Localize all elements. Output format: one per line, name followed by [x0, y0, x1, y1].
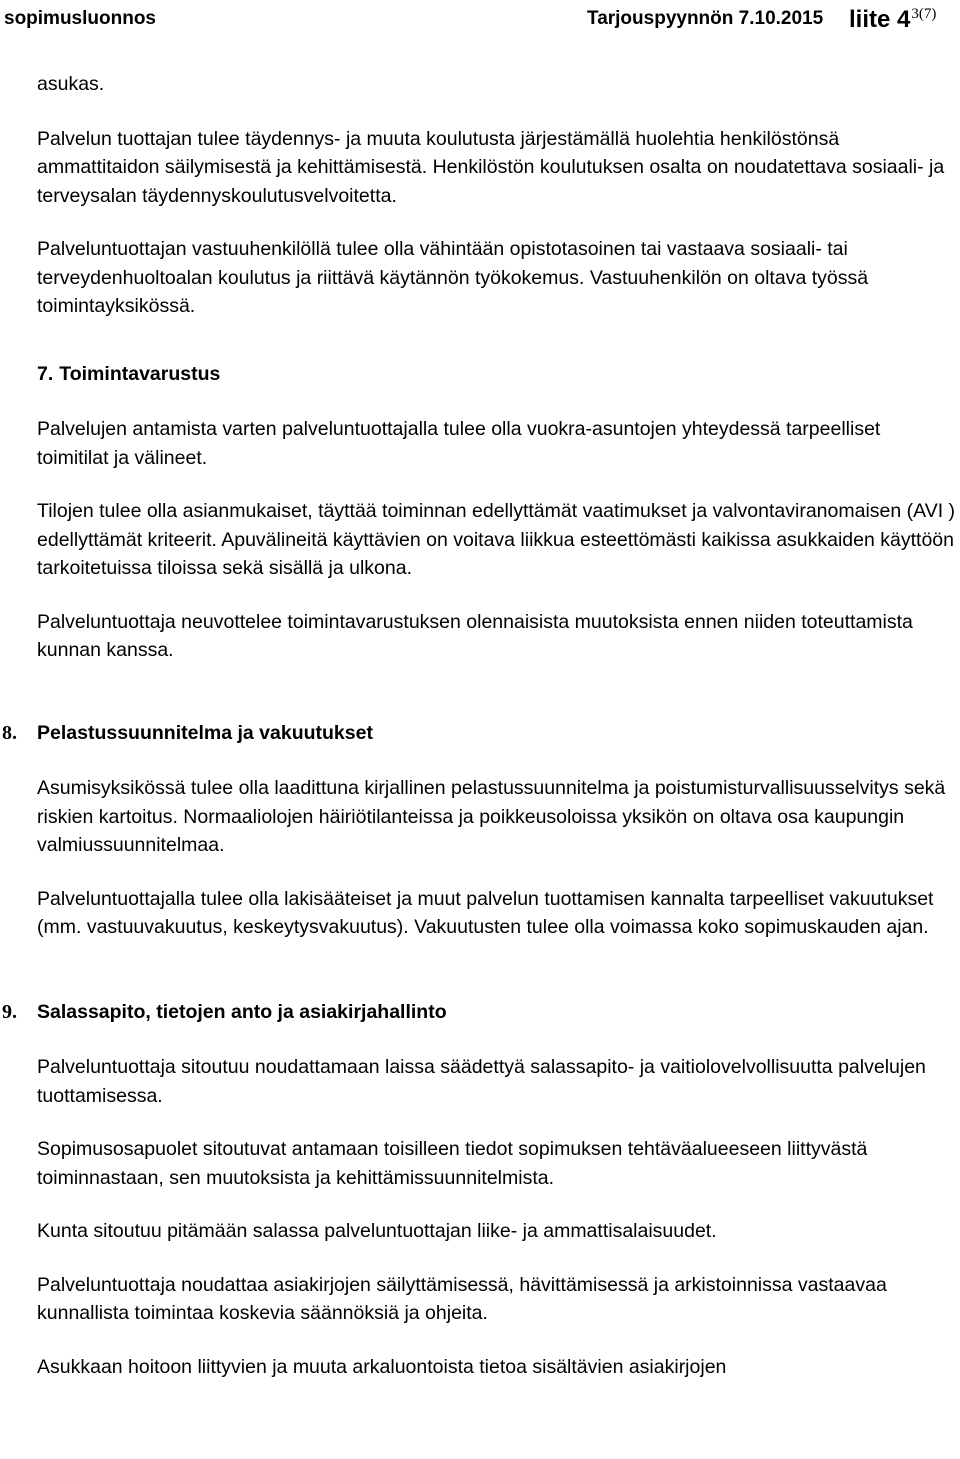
section-number-7: 7.: [37, 362, 54, 385]
section-title-9: Salassapito, tietojen anto ja asiakirjahallinto: [37, 1000, 447, 1023]
header-attachment-label: [849, 6, 936, 34]
document-body: [2, 70, 957, 1381]
section-heading-8: [2, 719, 957, 748]
header-tender-reference: Tarjouspyynnön 7.10.2015: [587, 8, 824, 29]
paragraph-trade-secrets: Kunta sitoutuu pitämään salassa palveluntuottajan liike- ja ammattisalaisuudet.: [37, 1220, 717, 1242]
paragraph-premises: Palvelujen antamista varten palveluntuottajalla tulee olla vuokra-asuntojen yhteydessä tarpeelliset toimitilat ja välineet.: [37, 418, 881, 469]
paragraph-responsible-person: Palveluntuottajan vastuuhenkilöllä tulee olla vähintään opistotasoinen tai vastaava sosiaali- tai terveydenhuoltoalan koulutus ja riittävä käytännön työkokemus. Vastuuhenkilön on oltava työssä toimintayksikössä.: [37, 238, 869, 317]
paragraph-equipment-changes: Palveluntuottaja neuvottelee toimintavarustuksen olennaisista muutoksista ennen niiden toteuttamista kunnan kanssa.: [37, 610, 913, 661]
paragraph-rescue-plan: Asumisyksikössä tulee olla laadittuna kirjallinen pelastussuunnitelma ja poistumisturvallisuusselvitys sekä riskien kartoitus. Normaaliolojen häiriötilanteissa ja poikkeusoloissa yksikön on oltava osa kaupungin valmiussuunnitelmaa.: [37, 777, 946, 856]
header-document-status: sopimusluonnos: [4, 8, 156, 29]
paragraph-archiving: Palveluntuottaja noudattaa asiakirjojen säilyttämisessä, hävittämisessä ja arkistoinnissa vastaavaa kunnallista toimintaa koskevia säännöksiä ja ohjeita.: [37, 1273, 887, 1324]
paragraph-staff-training: Palvelun tuottajan tulee täydennys- ja muuta koulutusta järjestämällä huolehtia henkilöstönsä ammattitaidon säilymisestä ja kehittämisestä. Henkilöstön koulutuksen osalta on noudatettava sosiaali- ja terveysalan täydennyskoulutusvelvoitetta.: [37, 127, 945, 207]
section-number-9: 9.: [2, 1000, 17, 1023]
header-attachment-text: liite 4: [849, 6, 911, 33]
section-title-8: Pelastussuunnitelma ja vakuutukset: [37, 721, 373, 744]
section-number-8: 8.: [2, 721, 17, 744]
paragraph-information-exchange: Sopimusosapuolet sitoutuvat antamaan toisilleen tiedot sopimuksen tehtäväalueeseen liittyvästä toiminnastaan, sen muutoksista ja kehittämissuunnitelmista.: [37, 1138, 868, 1189]
section-title-7: Toimintavarustus: [59, 362, 221, 385]
paragraph-sensitive-documents: Asukkaan hoitoon liittyvien ja muuta arkaluontoista tietoa sisältävien asiakirjojen: [37, 1355, 727, 1378]
section-heading-7: [37, 360, 957, 389]
section-heading-9: [2, 998, 957, 1027]
header-page-number: 3(7): [911, 6, 937, 22]
page-header: [4, 6, 956, 34]
paragraph-asukas: asukas.: [37, 73, 105, 95]
paragraph-insurance: Palveluntuottajalla tulee olla lakisääteiset ja muut palvelun tuottamisen kannalta tarpeelliset vakuutukset (mm. vastuuvakuutus, keskeytysvakuutus). Vakuutusten tulee olla voimassa koko sopimuskauden ajan.: [37, 887, 934, 938]
paragraph-confidentiality: Palveluntuottaja sitoutuu noudattamaan laissa säädettyä salassapito- ja vaitiolovelvollisuutta palvelujen tuottamisessa.: [37, 1056, 926, 1107]
paragraph-facility-requirements: Tilojen tulee olla asianmukaiset, täyttää toiminnan edellyttämät vaatimukset ja valvontaviranomaisen (AVI ) edellyttämät kriteerit. Apuvälineitä käyttävien on voitava liikkua esteettömästi kaikissa asukkaiden käyttöön tarkoitetuissa tiloissa sekä sisällä ja ulkona.: [37, 500, 956, 579]
